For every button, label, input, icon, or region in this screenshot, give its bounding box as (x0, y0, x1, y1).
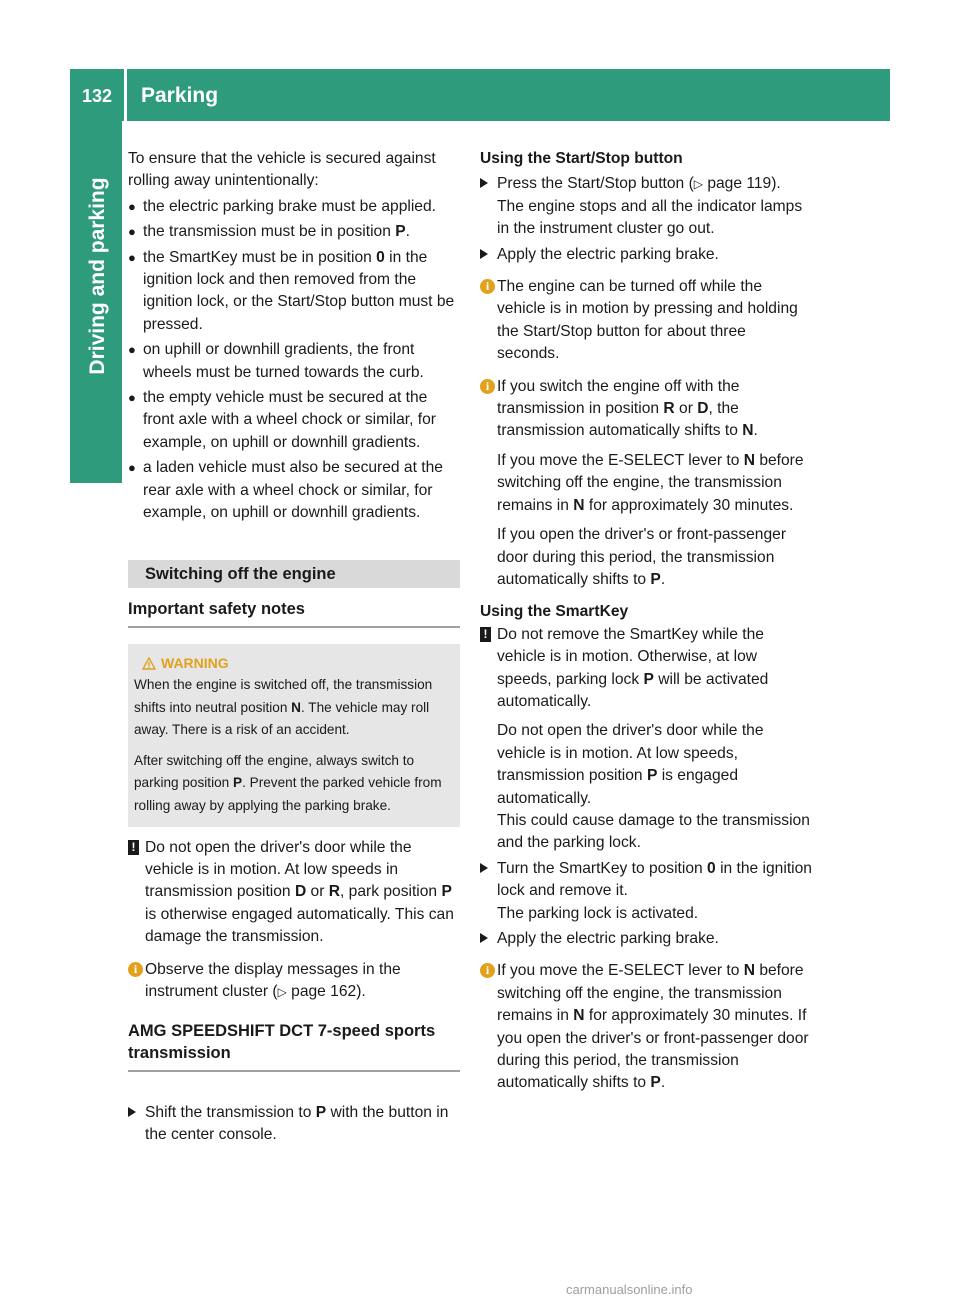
section-title: Switching off the engine (128, 560, 460, 588)
warning-heading: WARNING (134, 652, 454, 675)
chapter-tab-label: Driving and parking (86, 177, 109, 375)
right-column (480, 148, 812, 1095)
smartkey-heading: Using the SmartKey (480, 603, 629, 621)
caution-icon: ! (128, 840, 139, 855)
subsection-title: Important safety notes (128, 598, 460, 628)
warning-text: When the engine is switched off, the transmission shifts into neutral position N. The vehicle may roll away. There is a risk of an accident. (134, 677, 433, 738)
watermark: carmanualsonline.info (566, 1282, 693, 1297)
bullet-icon: ● (128, 224, 136, 240)
info-note: i Observe the display messages in the instrument cluster (▷ page 162). (128, 959, 460, 1004)
list-item: ● the empty vehicle must be secured at the front axle with a wheel chock or similar, for example, on uphill or downhill gradients. (128, 389, 436, 451)
caution-note: ! Do not remove the SmartKey while the vehicle is in motion. Otherwise, at low speeds, parking lock P will be activated automatically. Do not open the driver's door while the vehicle is in motion. At low speeds, transmission position P is engaged automatically. This could cause damage to the transmission and the parking lock. (480, 624, 812, 855)
info-note: i The engine can be turned off while the vehicle is in motion by pressing and holding the Start/Stop button for about three seconds. (480, 276, 812, 366)
step-arrow-icon (480, 178, 488, 188)
step-arrow-icon (480, 863, 488, 873)
amg-heading: AMG SPEEDSHIFT DCT 7-speed sports transmission (128, 1020, 460, 1072)
info-icon: i (480, 279, 495, 294)
list-item: ● the transmission must be in position P. (128, 221, 460, 243)
page-number: 132 (82, 86, 113, 106)
info-icon: i (128, 962, 143, 977)
bullet-icon: ● (128, 249, 136, 265)
list-item: ● on uphill or downhill gradients, the front wheels must be turned towards the curb. (128, 341, 424, 381)
page-ref-arrow-icon: ▷ (277, 985, 287, 1000)
instruction-step: Press the Start/Stop button (▷ page 119). The engine stops and all the indicator lamps in the instrument cluster go out. (480, 173, 812, 240)
step-arrow-icon (480, 933, 488, 943)
info-icon: i (480, 379, 495, 394)
info-note: i If you move the E-SELECT lever to N before switching off the engine, the transmission remains in N for approximately 30 minutes. If you open the driver's or front-passenger door during this period, the transmission automatically shifts to P. (480, 960, 812, 1094)
bullet-icon: ● (128, 198, 136, 214)
instruction-step: Turn the SmartKey to position 0 in the ignition lock and remove it. The parking lock is activated. (480, 858, 812, 925)
page-title: Parking (141, 84, 219, 107)
info-icon: i (480, 963, 495, 978)
info-note: i If you switch the engine off with the transmission in position R or D, the transmission automatically shifts to N. If you move the E-SELECT lever to N before switching off the engine, the transmission remains in N for approximately 30 minutes. If you open the driver's or front-passenger door during this period, the transmission automatically shifts to P. (480, 376, 812, 592)
bullet-icon: ● (128, 460, 136, 476)
instruction-step: Shift the transmission to P with the button in the center console. (128, 1102, 460, 1147)
step-arrow-icon (128, 1107, 136, 1117)
warning-box (128, 644, 460, 827)
instruction-step: Apply the electric parking brake. (480, 928, 812, 950)
bullet-icon: ● (128, 342, 136, 358)
chapter-tab-marker (70, 431, 122, 483)
caution-icon: ! (480, 627, 491, 642)
left-column (128, 148, 460, 1146)
bullet-icon: ● (128, 390, 136, 406)
page-ref-arrow-icon: ▷ (693, 177, 703, 192)
step-arrow-icon (480, 249, 488, 259)
list-item: ● the electric parking brake must be applied. (128, 196, 460, 218)
warning-triangle-icon (142, 657, 156, 670)
startstop-heading: Using the Start/Stop button (480, 150, 683, 167)
intro-text: To ensure that the vehicle is secured against rolling away unintentionally: (128, 150, 436, 190)
header-divider (124, 69, 127, 121)
list-item: ● the SmartKey must be in position 0 in the ignition lock and then removed from the ignition lock, or the Start/Stop button must be pressed. (128, 248, 455, 333)
caution-note: ! Do not open the driver's door while the vehicle is in motion. At low speeds in transmission position D or R, park position P is otherwise engaged automatically. This can damage the transmission. (128, 837, 460, 949)
instruction-step: Apply the electric parking brake. (480, 244, 812, 266)
list-item: ● a laden vehicle must also be secured at the rear axle with a wheel chock or similar, for example, on uphill or downhill gradients. (128, 459, 443, 522)
warning-text: After switching off the engine, always switch to parking position P. Prevent the parked vehicle from rolling away by applying the parking brake. (134, 752, 442, 814)
